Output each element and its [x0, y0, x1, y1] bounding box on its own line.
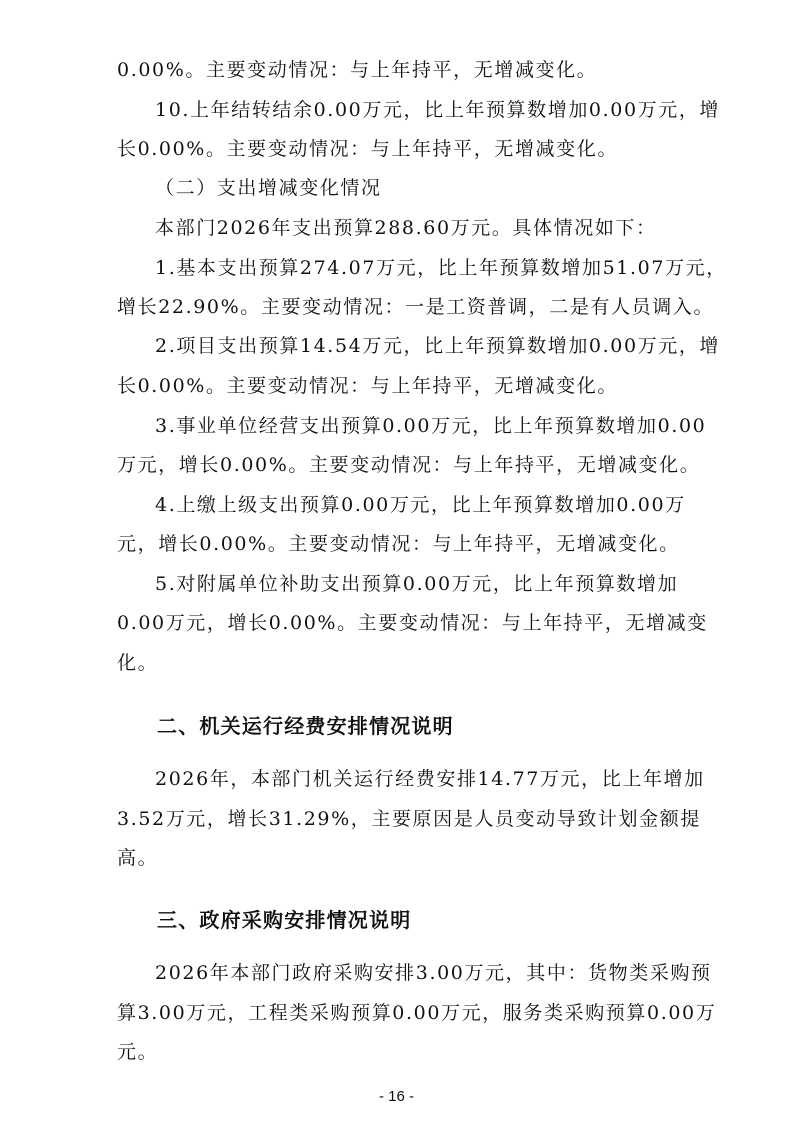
body-line: 3.事业单位经营支出预算0.00万元，比上年预算数增加0.00 — [155, 415, 707, 437]
body-line: 长0.00%。主要变动情况：与上年持平，无增减变化。 — [117, 375, 618, 397]
body-line: 元，增长0.00%。主要变动情况：与上年持平，无增减变化。 — [117, 533, 680, 555]
body-line: 5.对附属单位补助支出预算0.00万元，比上年预算数增加 — [155, 573, 679, 595]
subsection-heading: （二）支出增减变化情况 — [155, 177, 382, 199]
body-line: 2026年，本部门机关运行经费安排14.77万元，比上年增加 — [155, 768, 705, 790]
body-line: 长0.00%。主要变动情况：与上年持平，无增减变化。 — [117, 138, 618, 160]
body-line: 3.52万元，增长31.29%，主要原因是人员变动导致计划金额提 — [117, 808, 701, 830]
body-line: 本部门2026年支出预算288.60万元。具体情况如下： — [155, 217, 657, 239]
section-heading: 二、机关运行经费安排情况说明 — [157, 714, 454, 738]
body-line: 0.00万元，增长0.00%。主要变动情况：与上年持平，无增减变 — [117, 612, 708, 634]
body-line: 2.项目支出预算14.54万元，比上年预算数增加0.00万元，增 — [155, 335, 721, 357]
body-line: 高。 — [117, 847, 159, 869]
section-heading: 三、政府采购安排情况说明 — [157, 908, 412, 932]
body-line: 算3.00万元，工程类采购预算0.00万元，服务类采购预算0.00万 — [117, 1002, 717, 1024]
body-line: 万元，增长0.00%。主要变动情况：与上年持平，无增减变化。 — [117, 454, 701, 476]
page-number: - 16 - — [378, 1088, 414, 1105]
body-line: 增长22.90%。主要变动情况：一是工资普调，二是有人员调入。 — [117, 296, 715, 318]
body-line: 0.00%。主要变动情况：与上年持平，无增减变化。 — [117, 59, 598, 81]
body-line: 4.上缴上级支出预算0.00万元，比上年预算数增加0.00万 — [155, 494, 686, 516]
body-line: 元。 — [117, 1041, 159, 1063]
body-line: 化。 — [117, 652, 159, 674]
body-line: 10.上年结转结余0.00万元，比上年预算数增加0.00万元，增 — [155, 99, 721, 121]
body-line: 1.基本支出预算274.07万元，比上年预算数增加51.07万元， — [155, 257, 727, 279]
body-line: 2026年本部门政府采购安排3.00万元，其中：货物类采购预 — [155, 962, 712, 984]
